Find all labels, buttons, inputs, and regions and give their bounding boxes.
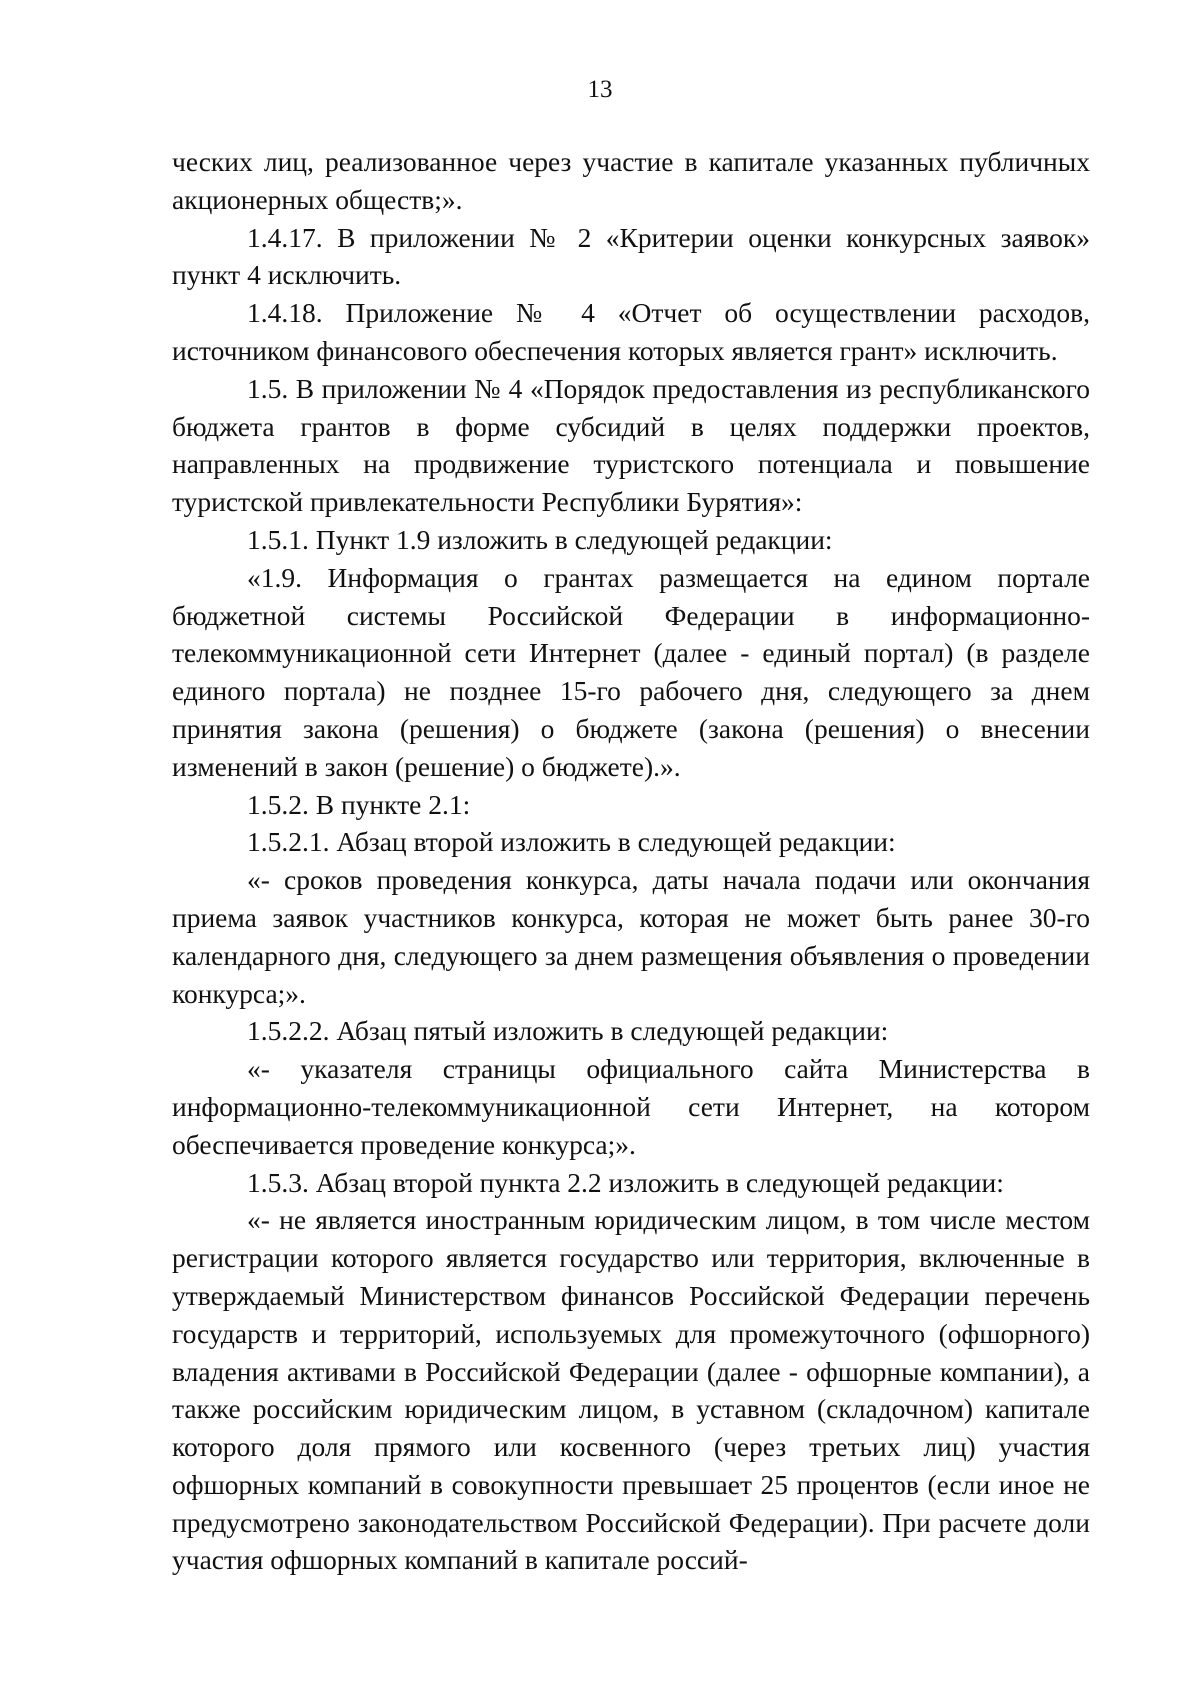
paragraph-continuation: ческих лиц, реализованное через участие в капитале указанных публичных акционерных обществ;».	[172, 146, 1090, 215]
paragraph-1-5-2: 1.5.2. В пункте 2.1:	[247, 788, 471, 820]
page-number: 13	[587, 76, 613, 103]
paragraph-quote-offshore: «- не является иностранным юридическим лицом, в том числе местом регистрации которого является государство или территория, включенные в утверждаемый Министерством финансов Российской Федерации перечень государств и территорий, используемых для промежуточного (офшорного) владения активами в Российской Федерации (далее - офшорные компании), а также российским юридическим лицом, в уставном (складочном) капитале которого доля прямого или косвенного (через третьих лиц) участия офшорных компаний в совокупности превышает 25 процентов (если иное не предусмотрено законодательством Российской Федерации). При расчете доли участия офшорных компаний в капитале россий-	[172, 1204, 1090, 1576]
document-body	[172, 143, 1090, 1579]
paragraph-1-5-2-2: 1.5.2.2. Абзац пятый изложить в следующей редакции:	[247, 1015, 889, 1047]
paragraph-quote-1-9: «1.9. Информация о грантах размещается на едином портале бюджетной системы Российской Федерации в информационно-телекоммуникационной сети Интернет (далее - единый портал) (в разделе единого портала) не позднее 15-го рабочего дня, следующего за днем принятия закона (решения) о бюджете (закона (решения) о внесении изменений в закон (решение) о бюджете).».	[172, 561, 1090, 782]
paragraph-quote-deadlines: «- сроков проведения конкурса, даты начала подачи или окончания приема заявок участников конкурса, которая не может быть ранее 30-го календарного дня, следующего за днем размещения объявления о проведении конкурса;».	[172, 864, 1090, 1009]
paragraph-1-5-2-1: 1.5.2.1. Абзац второй изложить в следующей редакции:	[247, 826, 896, 858]
paragraph-1-5-1: 1.5.1. Пункт 1.9 изложить в следующей редакции:	[247, 523, 833, 555]
paragraph-quote-website: «- указателя страницы официального сайта Министерства в информационно-телекоммуникационной сети Интернет, на котором обеспечивается проведение конкурса;».	[172, 1053, 1090, 1160]
paragraph-1-5: 1.5. В приложении № 4 «Порядок предоставления из республиканского бюджета грантов в форме субсидий в целях поддержки проектов, направленных на продвижение туристского потенциала и повышение туристской привлекательности Республики Бурятия»:	[172, 372, 1090, 518]
paragraph-1-4-18: 1.4.18. Приложение № 4 «Отчет об осуществлении расходов, источником финансового обеспечения которых является грант» исключить.	[172, 297, 1090, 366]
paragraph-1-4-17: 1.4.17. В приложении № 2 «Критерии оценки конкурсных заявок» пункт 4 исключить.	[172, 221, 1090, 291]
paragraph-1-5-3: 1.5.3. Абзац второй пункта 2.2 изложить в следующей редакции:	[247, 1166, 1004, 1198]
